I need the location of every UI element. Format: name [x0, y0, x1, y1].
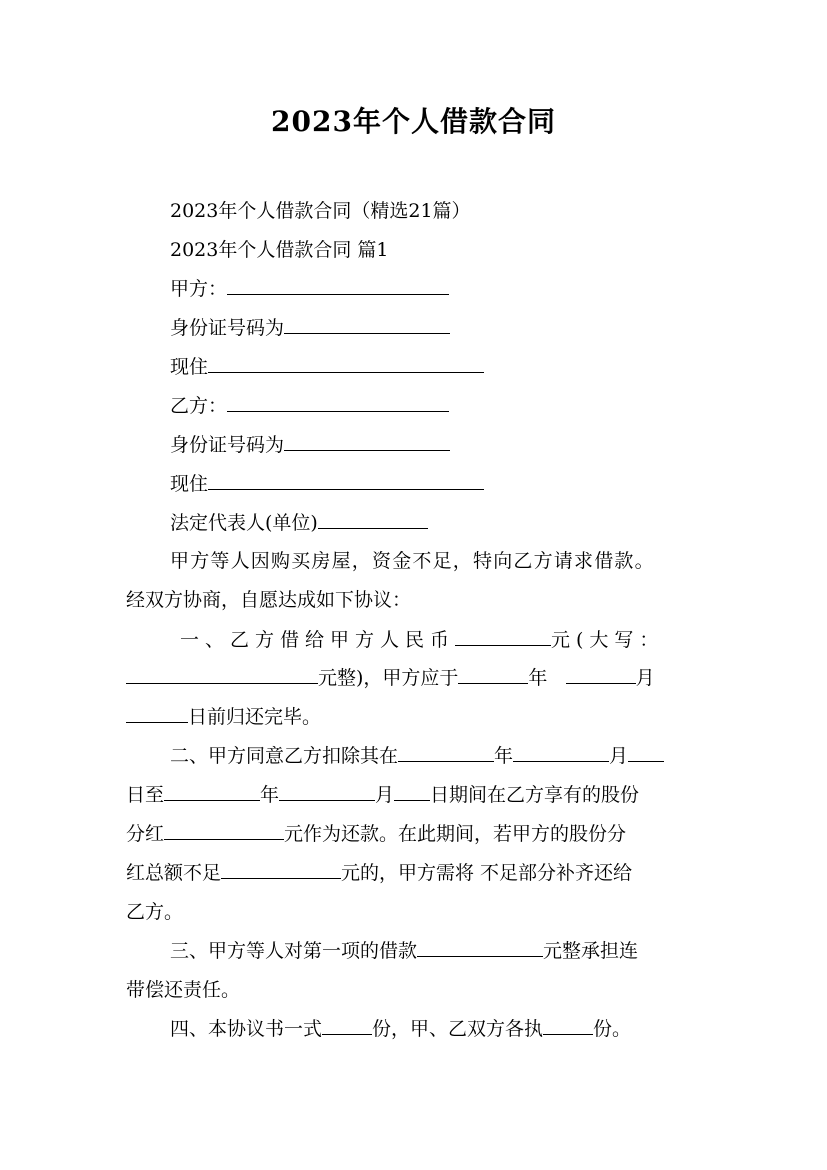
clause2-year-blank-1	[398, 743, 494, 762]
clause3-text-a: 三、甲方等人对第一项的借款	[170, 940, 418, 962]
section-heading: 2023年个人借款合同 篇1	[170, 239, 389, 261]
party-a-address-blank	[208, 354, 484, 373]
clause1-text-c: 元整)，甲方应于	[318, 667, 459, 689]
clause2-shortfall-blank	[221, 860, 341, 879]
clause1-line3	[126, 704, 321, 730]
clause2-text-d: 日至	[126, 784, 165, 806]
party-a-address-line	[170, 354, 484, 380]
clause2-month-blank-2	[279, 782, 375, 801]
clause1-text-b: 元(大写：	[551, 629, 665, 651]
clause1-month-blank	[566, 665, 636, 684]
clause2-text-b: 年	[494, 745, 514, 767]
party-b-address-label: 现住	[170, 473, 209, 495]
clause1-amount-words-blank	[126, 665, 318, 684]
party-b-address-line	[170, 471, 484, 497]
party-a-id-blank	[284, 315, 450, 334]
clause2-line1	[170, 743, 664, 769]
clause1-amount-blank	[455, 627, 551, 646]
party-a-label: 甲方：	[170, 278, 228, 300]
clause2-text-a: 二、甲方同意乙方扣除其在	[170, 745, 399, 767]
party-b-blank	[227, 393, 449, 412]
intro-line-1: 甲方等人因购买房屋，资金不足，特向乙方请求借款。	[170, 550, 655, 572]
document-subtitle: 2023年个人借款合同（精选21篇）	[170, 200, 471, 222]
clause1-text-f: 日前归还完毕。	[188, 706, 322, 728]
clause2-line4	[126, 860, 632, 886]
clause2-text-h: 分红	[126, 823, 165, 845]
party-b-id-blank	[284, 432, 450, 451]
clause2-text-c: 月	[609, 745, 629, 767]
clause4-text-c: 份。	[593, 1018, 632, 1040]
clause2-dividend-blank	[164, 821, 284, 840]
clause2-line2	[126, 782, 639, 808]
clause2-line5: 乙方。	[126, 901, 184, 923]
clause2-line3	[126, 821, 626, 847]
clause1-line2	[126, 665, 655, 691]
clause3-amount-blank	[417, 938, 543, 957]
party-b-id-line	[170, 432, 450, 458]
clause3-text-b: 元整承担连	[543, 940, 639, 962]
clause2-text-f: 月	[375, 784, 395, 806]
clause4-text-a: 四、本协议书一式	[170, 1018, 323, 1040]
clause2-text-j: 红总额不足	[126, 862, 222, 884]
party-b-id-label: 身份证号码为	[170, 434, 285, 456]
clause2-text-g: 日期间在乙方享有的股份	[430, 784, 640, 806]
party-a-address-label: 现住	[170, 356, 209, 378]
legal-rep-blank	[318, 510, 428, 529]
legal-rep-label: 法定代表人(单位)	[170, 512, 318, 534]
clause2-year-blank-2	[164, 782, 260, 801]
clause1-text-d: 年	[528, 667, 548, 689]
clause3-line2: 带偿还责任。	[126, 979, 241, 1001]
clause4-copies-blank	[322, 1016, 372, 1035]
party-a-blank	[227, 276, 449, 295]
clause2-text-e: 年	[260, 784, 280, 806]
party-b-line	[170, 393, 449, 419]
clause2-day-blank-2	[394, 782, 430, 801]
clause4-each-blank	[543, 1016, 593, 1035]
clause1-line1	[180, 627, 664, 653]
clause1-text-e: 月	[635, 667, 655, 689]
clause1-year-blank	[458, 665, 528, 684]
clause2-month-blank-1	[513, 743, 609, 762]
clause2-text-k: 元的，甲方需将 不足部分补齐还给	[341, 862, 633, 884]
clause1-day-blank	[126, 704, 188, 723]
document-title: 2023年个人借款合同	[271, 105, 556, 138]
clause2-day-blank-1	[628, 743, 664, 762]
party-b-label: 乙方：	[170, 395, 228, 417]
party-a-id-label: 身份证号码为	[170, 317, 285, 339]
clause1-text-a: 一、乙方借给甲方人民币	[180, 629, 456, 651]
legal-rep-line	[170, 510, 428, 536]
clause3-line1	[170, 938, 638, 964]
clause2-text-i: 元作为还款。在此期间，若甲方的股份分	[284, 823, 627, 845]
clause4-line1	[170, 1016, 631, 1042]
intro-line-2: 经双方协商，自愿达成如下协议：	[126, 589, 412, 611]
party-a-line	[170, 276, 449, 302]
party-b-address-blank	[208, 471, 484, 490]
clause4-text-b: 份，甲、乙双方各执	[372, 1018, 544, 1040]
party-a-id-line	[170, 315, 450, 341]
